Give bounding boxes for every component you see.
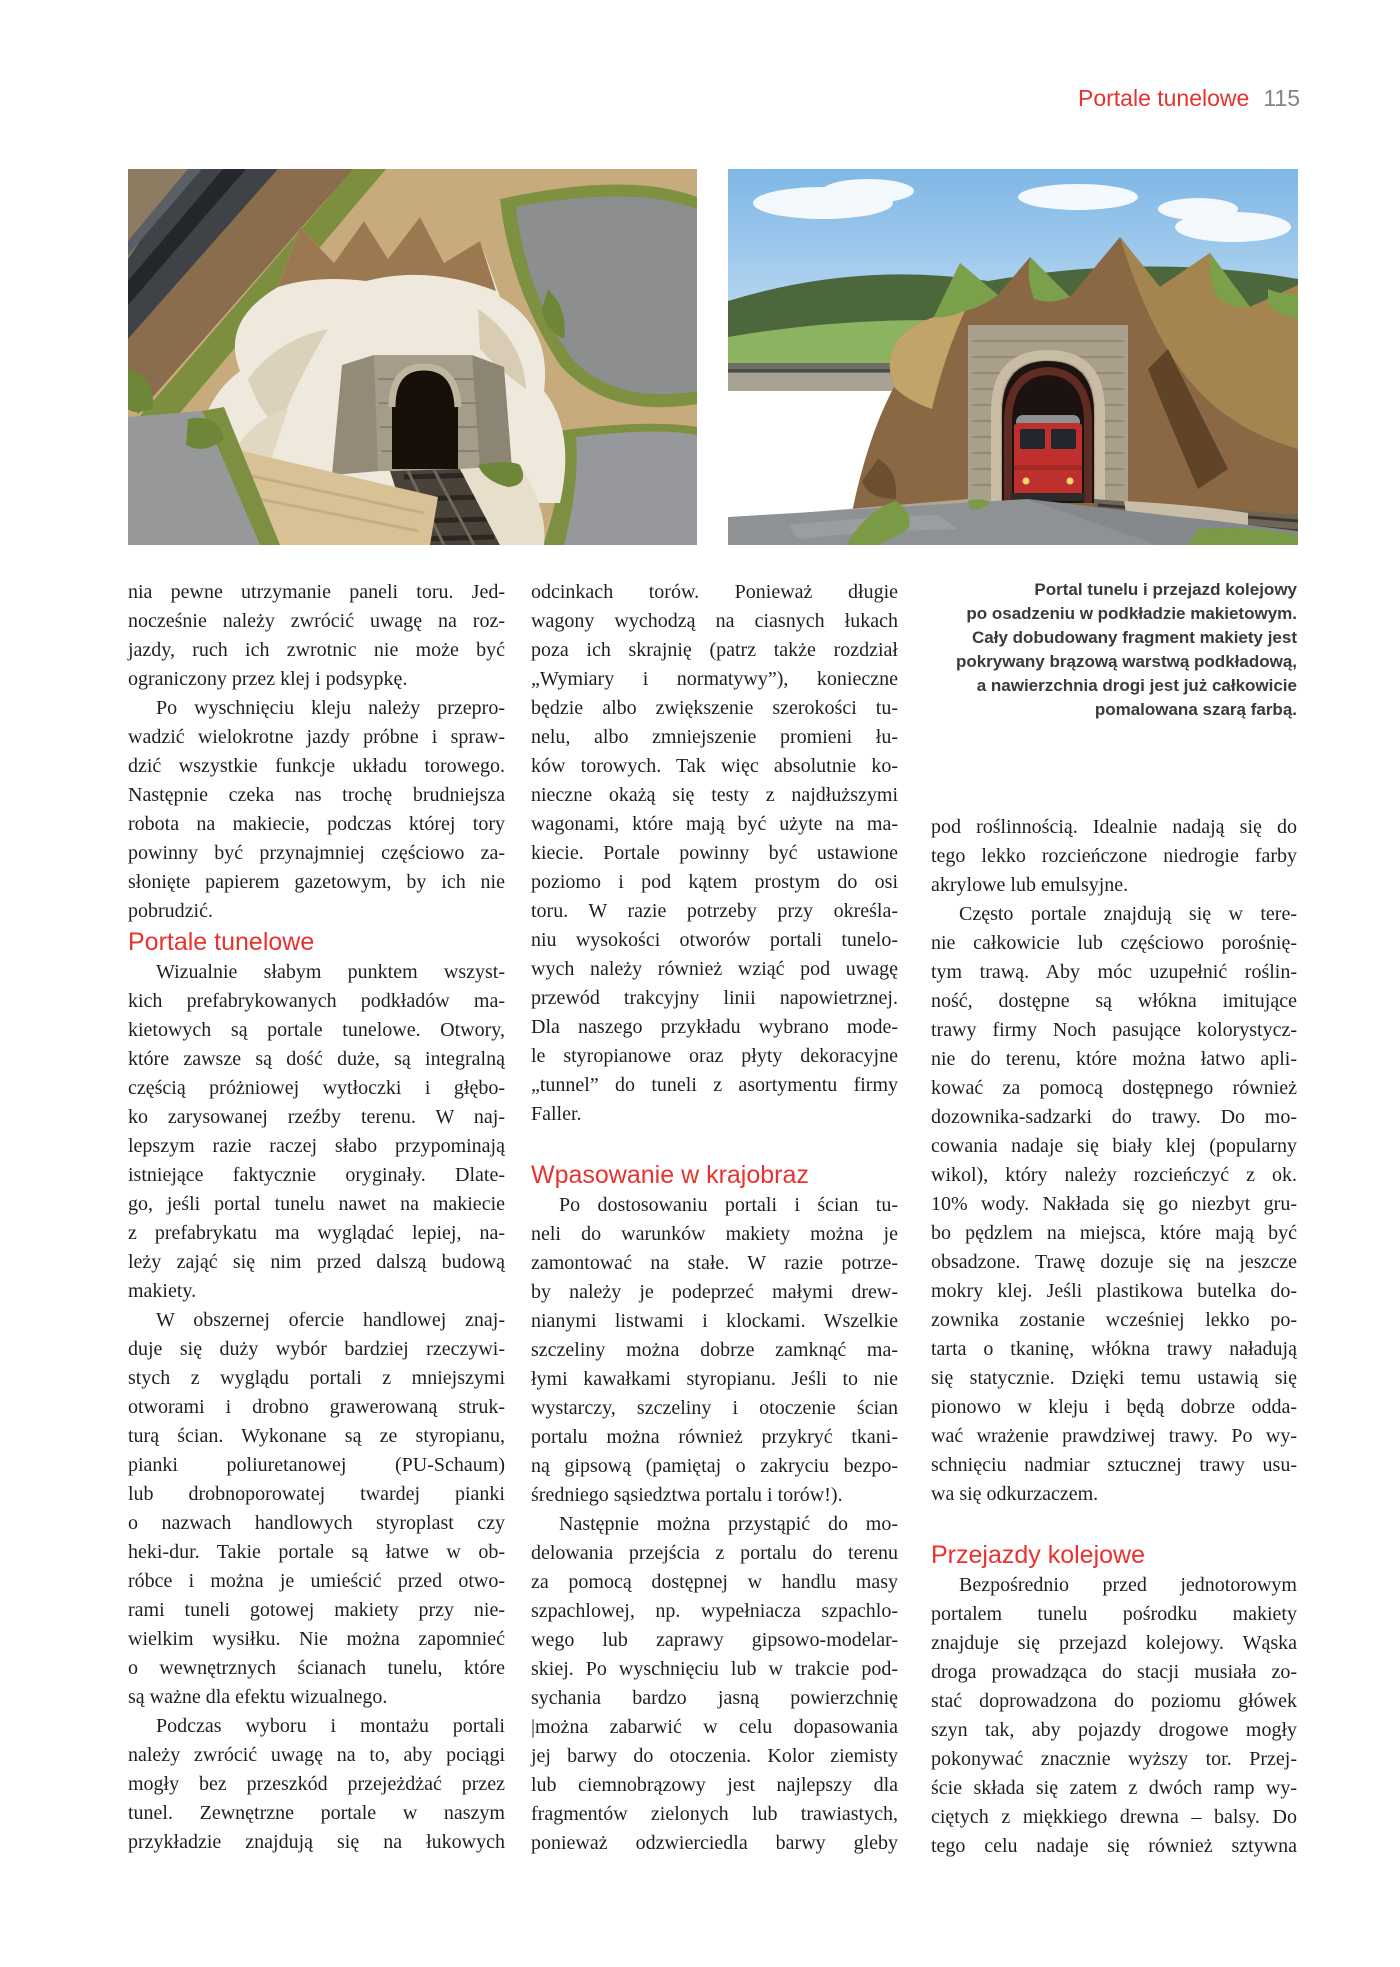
text-line: go, jeśli portal tunelu nawet na makiecie — [128, 1193, 505, 1215]
paragraph — [531, 1191, 898, 1510]
text-line: nie do terenu, które można łatwo apli- — [931, 1048, 1297, 1070]
text-line: mokry klej. Jeśli plastikowa butelka do- — [931, 1280, 1297, 1302]
text-line: le styropianowe oraz płyty dekoracyjne — [531, 1045, 898, 1067]
text-line: wać wrażenie prawdziwej trawy. Po wy- — [931, 1425, 1297, 1447]
text-line: wego lub zaprawy gipsowo-modelar- — [531, 1629, 898, 1651]
text-line: ciętych z miękkiego drewna – balsy. Do — [931, 1806, 1297, 1828]
text-line: róbce i można je umieścić przed otwo- — [128, 1570, 505, 1592]
paragraph — [128, 578, 505, 694]
text-line: tym trawą. Aby móc uzupełnić roślin- — [931, 961, 1297, 983]
text-line: istniejące faktycznie oryginały. Dlate- — [128, 1164, 505, 1186]
photo-right-illustration — [728, 169, 1298, 545]
text-line: pobrudzić. — [128, 900, 213, 922]
page-number: 115 — [1263, 85, 1300, 111]
text-line: sychania bardzo jasną powierzchnię — [531, 1687, 898, 1709]
text-line: wystarczy, szczeliny i otoczenie ścian — [531, 1397, 898, 1419]
text-line: powinny być przynajmniej częściowo za- — [128, 842, 505, 864]
text-line: Po wyschnięciu kleju należy przepro- — [156, 697, 505, 719]
text-line: pomalowana szarą farbą. — [1094, 700, 1297, 719]
text-line: „tunnel” do tuneli z asortymentu firmy — [531, 1074, 898, 1096]
locomotive — [1011, 415, 1085, 501]
text-line: szczeliny można dobrze zamknąć ma- — [531, 1339, 898, 1361]
text-line: wikol), który należy rozcieńczyć z ok. — [931, 1164, 1297, 1186]
text-line: duje się duży wybór bardziej rzeczywi- — [128, 1338, 505, 1360]
text-line: pionowo w kleju i będą dobrze odda- — [931, 1396, 1297, 1418]
text-line: otworami i drobno grawerowaną struk- — [128, 1396, 505, 1418]
text-line: się statycznie. Dzięki temu ustawią się — [931, 1367, 1297, 1389]
text-line: kich prefabrykowanych podkładów ma- — [128, 990, 505, 1012]
section-heading: Portale tunelowe — [128, 928, 315, 956]
text-line: skiej. Po wyschnięciu lub w trakcie pod- — [531, 1658, 898, 1680]
paragraph — [531, 578, 898, 1129]
text-line: by należy je podeprzeć małymi drew- — [531, 1281, 898, 1303]
text-line: robota na makiecie, podczas której tory — [128, 813, 505, 835]
text-line: odcinkach torów. Ponieważ długie — [531, 581, 898, 603]
text-line: poziomo i pod kątem prostym do osi — [531, 871, 898, 893]
text-line: ponieważ odzwierciedla barwy gleby — [531, 1832, 898, 1854]
text-line: znajduje się przejazd kolejowy. Wąska — [931, 1632, 1297, 1654]
text-line: neli do warunków makiety można je — [531, 1223, 898, 1245]
text-line: niu wysokości otworów portali tunelo- — [531, 929, 898, 951]
text-line: Dla naszego przykładu wybrano mode- — [531, 1016, 898, 1038]
text-line: pokonywać znacznie wyższy tor. Przej- — [931, 1748, 1297, 1770]
text-line: portalem tunelu pośrodku makiety — [931, 1603, 1297, 1625]
paragraph — [128, 694, 505, 926]
text-line: nie całkowicie lub częściowo porośnię- — [931, 932, 1297, 954]
text-line: W obszernej ofercie handlowej znaj- — [156, 1309, 505, 1331]
text-line: należy zwrócić uwagę na to, aby pociągi — [128, 1744, 505, 1766]
text-line: heki-dur. Takie portale są łatwe w ob- — [128, 1541, 505, 1563]
text-line: tego lekko rozcieńczone niedrogie farby — [931, 845, 1297, 867]
text-line: częścią próżniowej wytłoczki i głębo- — [128, 1077, 505, 1099]
text-line: Podczas wyboru i montażu portali — [156, 1715, 505, 1737]
text-line: mogły bez przeszkód przejeżdżać przez — [128, 1773, 505, 1795]
text-line: ko zarysowanej rzeźby terenu. W naj- — [128, 1106, 505, 1128]
photo-tunnel-portal-overhead — [128, 169, 697, 545]
text-line: będzie albo zwiększenie szerokości tu- — [531, 697, 898, 719]
text-line: ną gipsową (pamiętaj o zakryciu bezpo- — [531, 1455, 898, 1477]
text-line: fragmentów zielonych lub trawiastych, — [531, 1803, 898, 1825]
text-line: łymi kawałkami styropianu. Jeśli to nie — [531, 1368, 898, 1390]
text-line: stych z wyglądu portali z mniejszymi — [128, 1367, 505, 1389]
text-line: wagonami, które mają być użyte na ma- — [531, 813, 898, 835]
text-line: dzić wszystkie funkcje układu torowego. — [128, 755, 505, 777]
text-line: nieczne okażą się testy z najdłuższymi — [531, 784, 898, 806]
paragraph — [931, 900, 1297, 1509]
text-line: Cały dobudowany fragment makiety jest — [972, 628, 1297, 647]
text-line: wadzić wielokrotne jazdy próbne i spraw- — [128, 726, 505, 748]
text-line: szpachlowej, np. wypełniacza szpachlo- — [531, 1600, 898, 1622]
text-line: które zawsze są dość duże, są integralną — [128, 1048, 505, 1070]
text-line: tunel. Zewnętrzne portale w naszym — [128, 1802, 505, 1824]
text-line: ność, dostępne są włókna imitujące — [931, 990, 1297, 1012]
text-line: Wizualnie słabym punktem wszyst- — [156, 961, 505, 983]
text-line: jej barwy do otoczenia. Kolor ziemisty — [531, 1745, 898, 1767]
text-line: Po dostosowaniu portali i ścian tu- — [559, 1194, 898, 1216]
text-line: zamontować na stałe. W razie potrze- — [531, 1252, 898, 1274]
text-line: Bezpośrednio przed jednotorowym — [959, 1574, 1297, 1596]
text-line: 10% wody. Nakłada się go niezbyt gru- — [931, 1193, 1297, 1215]
text-line: bo pędzlem na miejsca, które mają być — [931, 1222, 1297, 1244]
text-line: makiety. — [128, 1280, 197, 1302]
text-line: nianymi listwami i klockami. Wszelkie — [531, 1310, 898, 1332]
text-column-3 — [931, 578, 1297, 1908]
text-line: słonięte papierem gazetowym, by ich nie — [128, 871, 505, 893]
text-line: stać doprowadzona do poziomu główek — [931, 1690, 1297, 1712]
text-line: lub ciemnobrązowy jest najlepszy dla — [531, 1774, 898, 1796]
text-line: Faller. — [531, 1103, 582, 1125]
text-line: delowania przejścia z portalu do terenu — [531, 1542, 898, 1564]
running-head — [128, 84, 1300, 112]
text-line: za pomocą dostępnej w handlu masy — [531, 1571, 898, 1593]
text-column-1 — [128, 578, 505, 1908]
text-line: jazdy, ruch ich zwrotnic nie może być — [128, 639, 505, 661]
text-line: z prefabrykatu ma wyglądać lepiej, na- — [128, 1222, 505, 1244]
text-line: wych należy również wziąć pod uwagę — [531, 958, 898, 980]
text-line: toru. W razie potrzeby przy określa- — [531, 900, 898, 922]
text-line: Portal tunelu i przejazd kolejowy — [1034, 580, 1297, 599]
text-line: |można zabarwić w celu dopasowania — [531, 1716, 898, 1738]
text-line: kietowych są portale tunelowe. Otwory, — [128, 1019, 505, 1041]
text-line: obsadzone. Trawę dozuje się na jeszcze — [931, 1251, 1297, 1273]
text-line: akrylowe lub emulsyjne. — [931, 874, 1129, 896]
tunnel-portal — [332, 355, 512, 475]
text-line: wa się odkurzaczem. — [931, 1483, 1099, 1505]
text-line: a nawierzchnia drogi jest już całkowicie — [976, 676, 1297, 695]
text-line: tarta o tkaninę, włókna trawy naładują — [931, 1338, 1297, 1360]
text-line: są ważne dla efektu wizualnego. — [128, 1686, 388, 1708]
text-line: schnięciu nadmiar sztucznej trawy usu- — [931, 1454, 1297, 1476]
text-line: nocześnie należy zwrócić uwagę na roz- — [128, 610, 505, 632]
text-line: przewód trakcyjny linii napowietrznej. — [531, 987, 898, 1009]
text-line: ście składa się zatem z dwóch ramp wy- — [931, 1777, 1297, 1799]
running-head-title: Portale tunelowe — [1077, 85, 1250, 111]
text-line: droga prowadząca do stacji musiała zo- — [931, 1661, 1297, 1683]
photo-left-illustration — [128, 169, 697, 545]
text-line: dozownika-sadzarki do trawy. Do mo- — [931, 1106, 1297, 1128]
text-line: trawy firmy Noch pasujące kolorystycz- — [931, 1019, 1297, 1041]
text-column-2 — [531, 578, 898, 1908]
text-line: cowania nadaje się biały klej (popularny — [931, 1135, 1297, 1157]
text-line: Często portale znajdują się w tere- — [959, 903, 1297, 925]
text-line: ków torowych. Tak więc absolutnie ko- — [531, 755, 898, 777]
text-line: wielkim wysiłku. Nie można zapomnieć — [128, 1628, 505, 1650]
text-line: Następnie czeka nas trochę brudniejsza — [128, 784, 505, 806]
paragraph — [531, 1510, 898, 1858]
photo-tunnel-portal-crossing — [728, 169, 1298, 545]
text-line: Następnie można przystąpić do mo- — [559, 1513, 898, 1535]
text-line: „Wymiary i normatywy”), konieczne — [531, 668, 898, 690]
text-line: po osadzeniu w podkładzie makietowym. — [966, 604, 1297, 623]
text-line: zownika zostanie wcześniej lekko po- — [931, 1309, 1297, 1331]
section-heading: Przejazdy kolejowe — [931, 1541, 1145, 1569]
text-line: poza ich skrajnię (patrz także rozdział — [531, 639, 898, 661]
text-line: turą ścian. Wykonane są ze styropianu, — [128, 1425, 505, 1447]
text-line: pokrywany brązową warstwą podkładową, — [955, 652, 1297, 671]
photo-caption — [931, 578, 1297, 722]
text-line: ograniczony przez klej i podsypkę. — [128, 668, 408, 690]
text-line: nia pewne utrzymanie paneli toru. Jed- — [128, 581, 505, 603]
text-line: pianki poliuretanowej (PU-Schaum) — [128, 1454, 505, 1476]
text-line: o nazwach handlowych styroplast czy — [128, 1512, 505, 1534]
text-line: lub drobnoporowatej twardej pianki — [128, 1483, 505, 1505]
paragraph — [931, 1571, 1297, 1861]
text-line: rami tuneli gotowej makiety przy nie- — [128, 1599, 505, 1621]
section-heading: Wpasowanie w krajobraz — [531, 1161, 809, 1189]
text-line: portalu można również przykryć tkani- — [531, 1426, 898, 1448]
text-line: kować za pomocą dostępnego również — [931, 1077, 1297, 1099]
text-line: leży zająć się nim przed dalszą budową — [128, 1251, 505, 1273]
text-line: nelu, albo zmniejszenie promieni łu- — [531, 726, 898, 748]
text-line: lepszym razie raczej słabo przypominają — [128, 1135, 505, 1157]
paragraph — [931, 813, 1297, 900]
paragraph — [128, 1712, 505, 1857]
paragraph — [128, 958, 505, 1306]
paragraph — [128, 1306, 505, 1712]
text-line: wagony wychodzą na ciasnych łukach — [531, 610, 898, 632]
text-line: o wewnętrznych ścianach tunelu, które — [128, 1657, 505, 1679]
text-line: pod roślinnością. Idealnie nadają się do — [931, 816, 1297, 838]
text-line: kiecie. Portale powinny być ustawione — [531, 842, 898, 864]
text-line: średniego sąsiedztwa portalu i torów!). — [531, 1484, 843, 1506]
text-line: przykładzie znajdują się na łukowych — [128, 1831, 505, 1853]
text-line: szyn tak, aby pojazdy drogowe mogły — [931, 1719, 1297, 1741]
text-line: tego celu nadaje się również sztywna — [931, 1835, 1297, 1857]
